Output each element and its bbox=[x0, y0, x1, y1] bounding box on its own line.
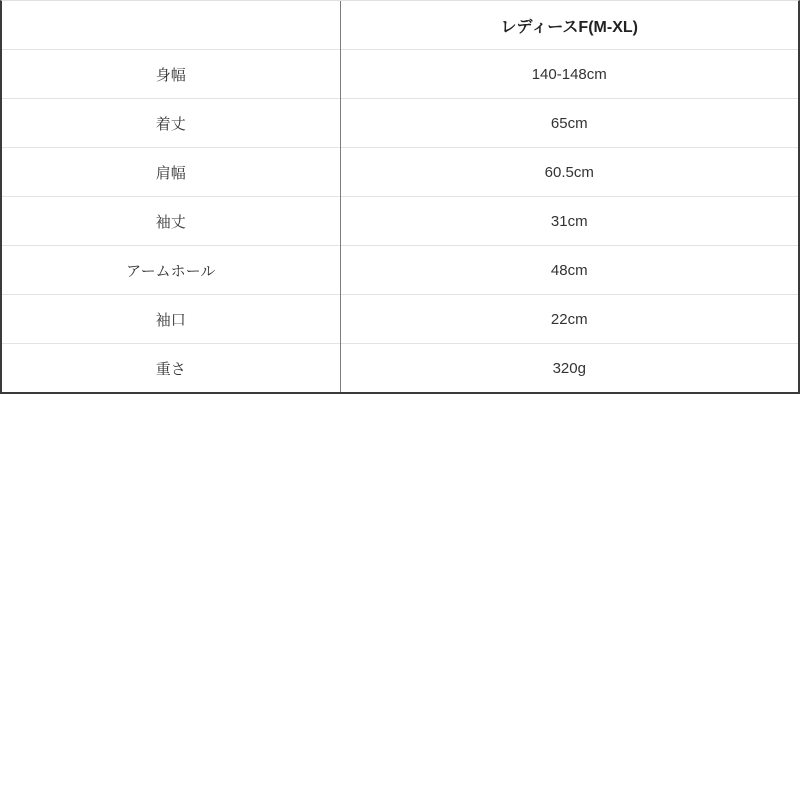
row-label-sodeguchi: 袖口 bbox=[2, 295, 340, 344]
row-label-miharaba: 身幅 bbox=[2, 50, 340, 99]
row-label-sodetake: 袖丈 bbox=[2, 197, 340, 246]
row-label-omosa: 重さ bbox=[2, 344, 340, 393]
row-label-kitake: 着丈 bbox=[2, 99, 340, 148]
table-row bbox=[2, 99, 798, 148]
size-table bbox=[2, 1, 798, 392]
row-label-armhole: アームホール bbox=[2, 246, 340, 295]
row-value-sodeguchi: 22cm bbox=[340, 295, 798, 344]
table-row bbox=[2, 246, 798, 295]
size-table-header-row bbox=[2, 1, 798, 50]
header-empty-cell bbox=[2, 1, 340, 50]
row-value-miharaba: 140-148cm bbox=[340, 50, 798, 99]
row-value-kitake: 65cm bbox=[340, 99, 798, 148]
row-value-armhole: 48cm bbox=[340, 246, 798, 295]
row-value-sodetake: 31cm bbox=[340, 197, 798, 246]
row-label-katahaba: 肩幅 bbox=[2, 148, 340, 197]
table-row bbox=[2, 148, 798, 197]
table-row bbox=[2, 295, 798, 344]
size-chart bbox=[0, 0, 800, 394]
row-value-omosa: 320g bbox=[340, 344, 798, 393]
table-row bbox=[2, 50, 798, 99]
table-row bbox=[2, 344, 798, 393]
table-row bbox=[2, 197, 798, 246]
row-value-katahaba: 60.5cm bbox=[340, 148, 798, 197]
header-size-cell: レディースF(M-XL) bbox=[340, 1, 798, 50]
